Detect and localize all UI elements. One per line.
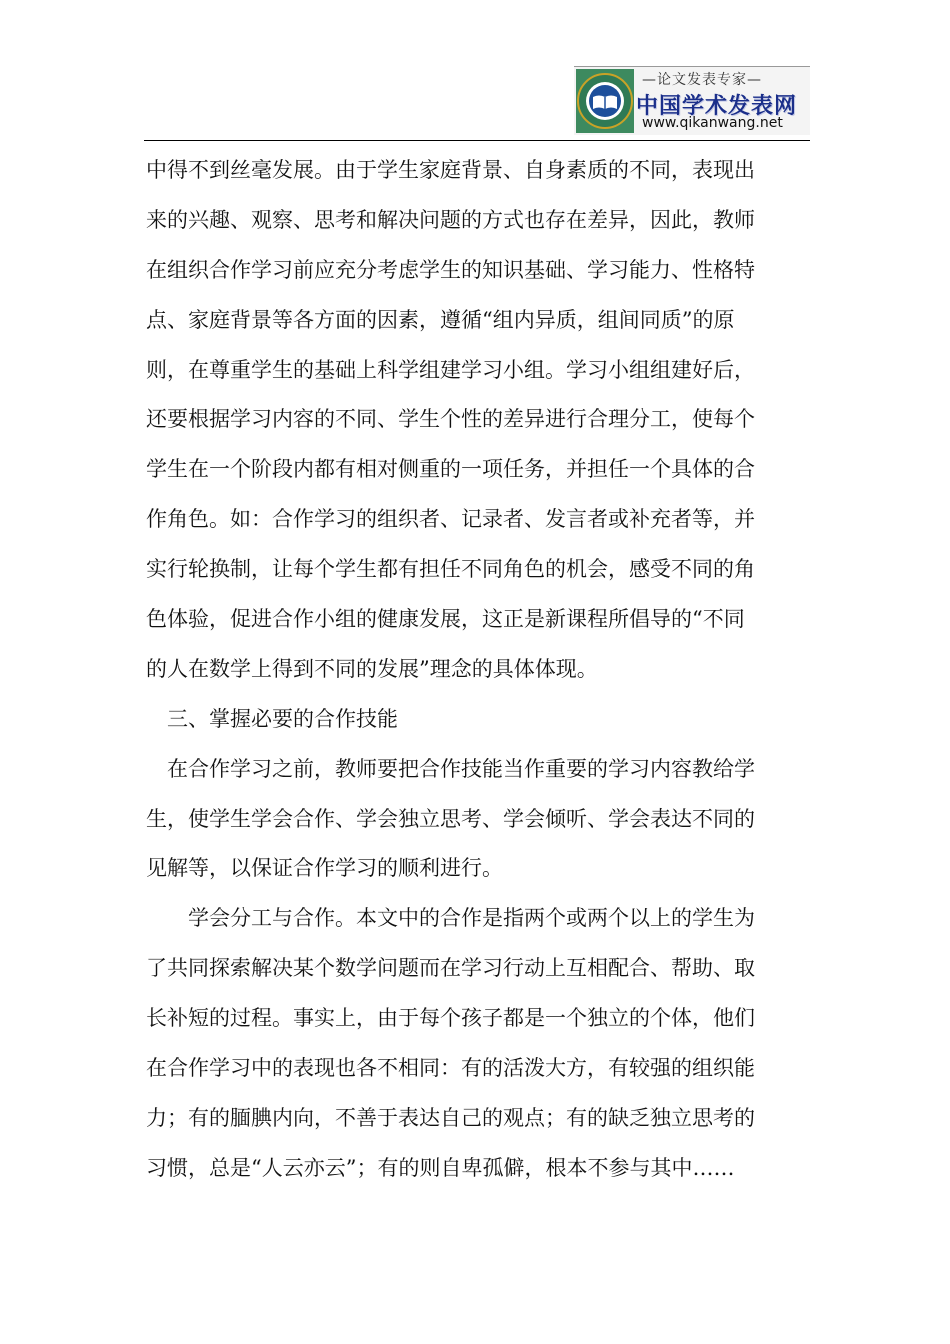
text-line: 中得不到丝毫发展。由于学生家庭背景、自身素质的不同，表现出 [146,158,755,182]
text-line: 在合作学习中的表现也各不相同：有的活泼大方，有较强的组织能 [146,1056,755,1081]
banner-site-name: 中国学术发表网 [636,94,798,119]
text-line: 力；有的腼腆内向，不善于表达自己的观点；有的缺乏独立思考的 [146,1105,755,1130]
banner-tagline: —论文发表专家— [642,72,762,88]
text-line: 见解等，以保证合作学习的顺利进行。 [146,856,503,881]
text-line: 在合作学习之前，教师要把合作技能当作重要的学习内容教给学 [146,756,755,781]
text-line: 在组织合作学习前应充分考虑学生的知识基础、学习能力、性格特 [146,257,755,282]
text-line: 长补短的过程。事实上，由于每个孩子都是一个独立的个体，他们 [146,1006,755,1031]
text-line: 生，使学生学会合作、学会独立思考、学会倾听、学会表达不同的 [146,806,755,831]
text-line: 点、家庭背景等各方面的因素，遵循“组内异质，组间同质”的原 [146,307,735,332]
text-line: 还要根据学习内容的不同、学生个性的差异进行合理分工，使每个 [146,407,755,432]
section-heading: 三、掌握必要的合作技能 [146,706,398,731]
text-line: 则，在尊重学生的基础上科学组建学习小组。学习小组组建好后， [146,357,755,382]
text-line: 了共同探索解决某个数学问题而在学习行动上互相配合、帮助、取 [146,956,755,981]
text-line: 实行轮换制，让每个学生都有担任不同角色的机会，感受不同的角 [146,557,755,582]
text-line: 学生在一个阶段内都有相对侧重的一项任务，并担任一个具体的合 [146,457,755,482]
text-line: 的人在数学上得到不同的发展”理念的具体体现。 [146,656,598,681]
open-book-seal-logo-icon [576,69,634,133]
site-banner [574,66,810,135]
document-body [146,146,794,1194]
header-divider [144,140,810,141]
text-line: 色体验，促进合作小组的健康发展，这正是新课程所倡导的“不同 [146,607,745,632]
text-line: 学会分工与合作。本文中的合作是指两个或两个以上的学生为 [146,906,755,931]
text-line: 来的兴趣、观察、思考和解决问题的方式也存在差异，因此，教师 [146,207,755,232]
text-line: 习惯，总是“人云亦云”；有的则自卑孤僻，根本不参与其中…… [146,1155,735,1180]
banner-url: www.qikanwang.net [642,115,783,131]
text-line: 作角色。如：合作学习的组织者、记录者、发言者或补充者等，并 [146,507,755,532]
